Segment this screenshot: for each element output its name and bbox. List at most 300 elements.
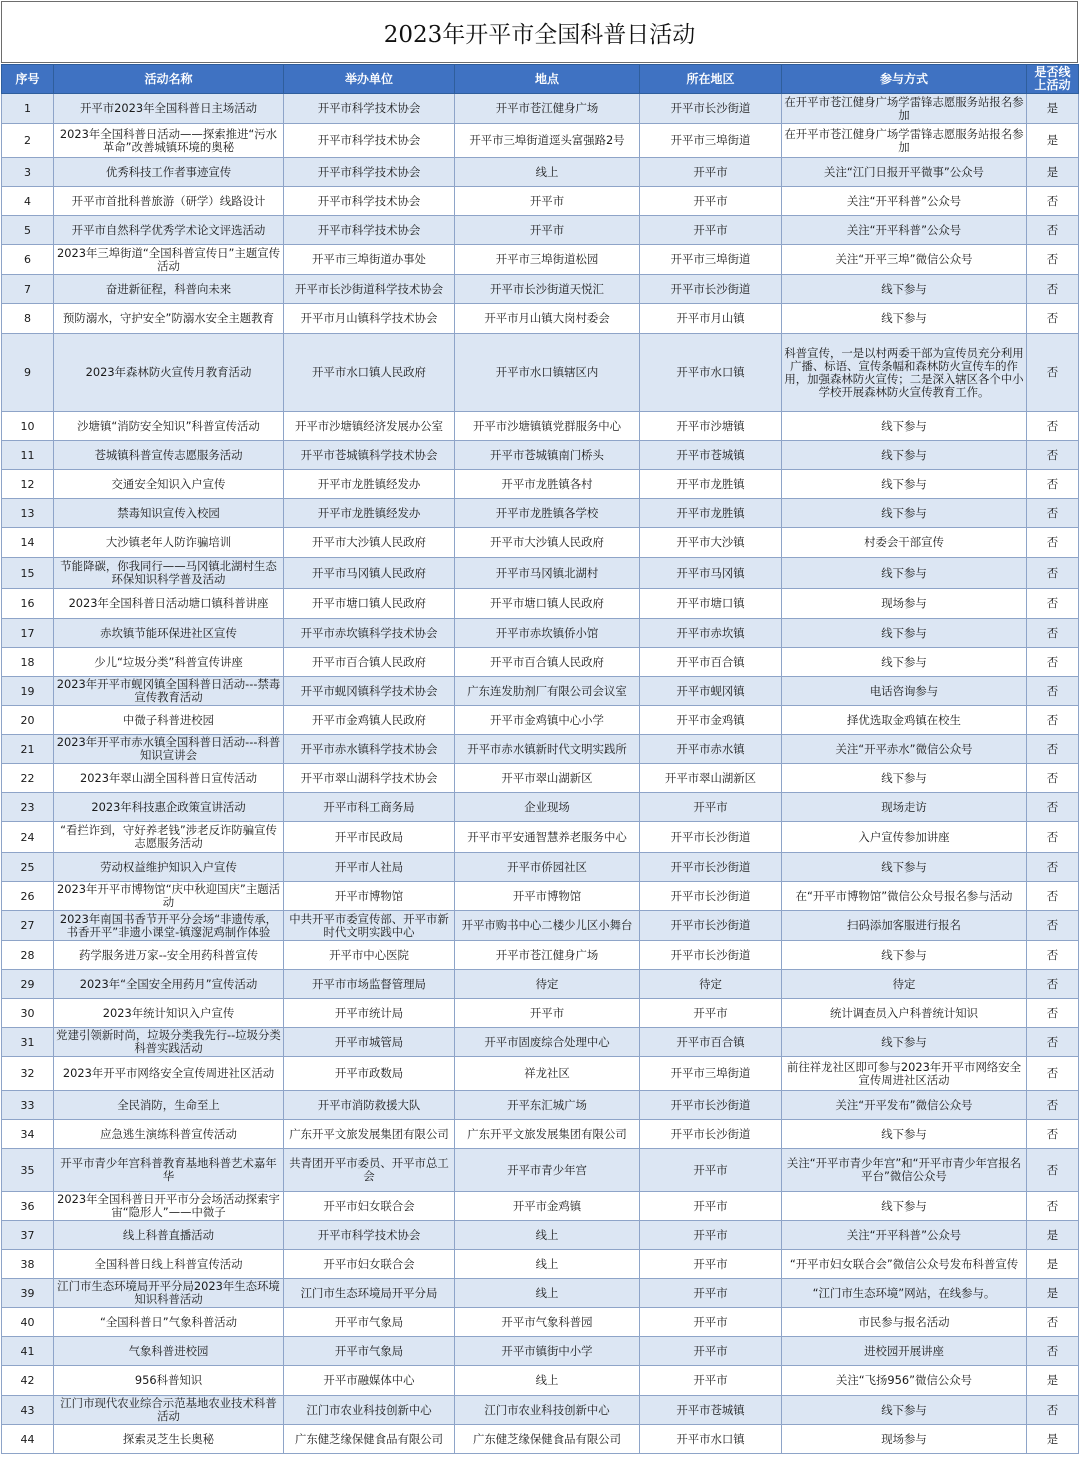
cell-organizer: 开平市科学技术协会: [284, 124, 455, 158]
cell-location: 开平市青少年宫: [455, 1149, 640, 1192]
cell-index: 19: [2, 677, 54, 706]
cell-activity-name: 禁毒知识宣传入校园: [54, 499, 284, 528]
cell-activity-name: 2023年全国科普日开平市分会场活动探索宇宙“隐形人”——中微子: [54, 1192, 284, 1221]
cell-activity-name: 2023年三埠街道“全国科普宣传日”主题宣传活动: [54, 245, 284, 275]
cell-participation: 电话咨询参与: [782, 677, 1027, 706]
cell-organizer: 开平市消防救援大队: [284, 1091, 455, 1120]
cell-participation: 现场参与: [782, 589, 1027, 619]
cell-district: 开平市月山镇: [640, 304, 782, 334]
cell-location: 开平市三埠街道逕头富强路2号: [455, 124, 640, 158]
cell-index: 4: [2, 187, 54, 216]
cell-location: 开平市购书中心二楼少儿区小舞台: [455, 911, 640, 941]
cell-index: 13: [2, 499, 54, 528]
table-row: [2, 589, 1079, 619]
cell-participation: 线下参与: [782, 1192, 1027, 1221]
cell-organizer: 开平市科学技术协会: [284, 94, 455, 124]
cell-index: 37: [2, 1221, 54, 1250]
table-row: [2, 1337, 1079, 1366]
cell-district: 开平市: [640, 1192, 782, 1221]
cell-organizer: 开平市科学技术协会: [284, 158, 455, 187]
cell-district: 开平市三埠街道: [640, 124, 782, 158]
cell-participation: 关注“开平科普”公众号: [782, 216, 1027, 245]
cell-online: 否: [1027, 648, 1079, 677]
cell-index: 28: [2, 941, 54, 970]
cell-index: 9: [2, 334, 54, 412]
cell-online: 否: [1027, 1192, 1079, 1221]
column-header-district: 所在地区: [640, 65, 782, 94]
table-row: [2, 275, 1079, 304]
cell-organizer: 开平市科学技术协会: [284, 216, 455, 245]
cell-index: 26: [2, 882, 54, 911]
cell-participation: “开平市妇女联合会”微信公众号发布科普宣传: [782, 1250, 1027, 1279]
cell-location: 开平市苍江健身广场: [455, 941, 640, 970]
table-row: [2, 1396, 1079, 1425]
cell-district: 开平市水口镇: [640, 1425, 782, 1454]
table-row: [2, 793, 1079, 822]
table-row: [2, 1279, 1079, 1308]
table-row: [2, 970, 1079, 999]
cell-online: 否: [1027, 216, 1079, 245]
cell-organizer: 开平市水口镇人民政府: [284, 334, 455, 412]
cell-participation: 关注“开平科普”公众号: [782, 1221, 1027, 1250]
cell-organizer: 开平市妇女联合会: [284, 1250, 455, 1279]
cell-online: 是: [1027, 1366, 1079, 1396]
cell-online: 否: [1027, 882, 1079, 911]
table-row: [2, 648, 1079, 677]
cell-district: 开平市沙塘镇: [640, 412, 782, 441]
table-row: [2, 1120, 1079, 1149]
cell-online: 否: [1027, 822, 1079, 853]
cell-index: 32: [2, 1057, 54, 1091]
cell-participation: 线下参与: [782, 275, 1027, 304]
table-row: [2, 187, 1079, 216]
cell-online: 是: [1027, 1279, 1079, 1308]
cell-location: 开平市固废综合处理中心: [455, 1028, 640, 1057]
cell-online: 否: [1027, 793, 1079, 822]
cell-location: 江门市农业科技创新中心: [455, 1396, 640, 1425]
cell-organizer: 开平市气象局: [284, 1337, 455, 1366]
cell-index: 20: [2, 706, 54, 735]
cell-location: 开平市马冈镇北湖村: [455, 558, 640, 589]
cell-organizer: 广东开平文旅发展集团有限公司: [284, 1120, 455, 1149]
cell-activity-name: 2023年统计知识入户宣传: [54, 999, 284, 1028]
cell-district: 开平市: [640, 1308, 782, 1337]
cell-index: 14: [2, 528, 54, 558]
cell-organizer: 开平市民政局: [284, 822, 455, 853]
cell-participation: 线下参与: [782, 412, 1027, 441]
cell-online: 否: [1027, 499, 1079, 528]
cell-participation: 市民参与报名活动: [782, 1308, 1027, 1337]
cell-participation: 进校园开展讲座: [782, 1337, 1027, 1366]
cell-activity-name: 党建引领新时尚，垃圾分类我先行--垃圾分类科普实践活动: [54, 1028, 284, 1057]
cell-organizer: 开平市赤水镇科学技术协会: [284, 735, 455, 764]
cell-organizer: 开平市月山镇科学技术协会: [284, 304, 455, 334]
cell-organizer: 开平市长沙街道科学技术协会: [284, 275, 455, 304]
table-row: [2, 999, 1079, 1028]
cell-participation: 线下参与: [782, 764, 1027, 793]
cell-location: 开平市博物馆: [455, 882, 640, 911]
cell-index: 35: [2, 1149, 54, 1192]
cell-activity-name: 少儿“垃圾分类”科普宣传讲座: [54, 648, 284, 677]
cell-index: 21: [2, 735, 54, 764]
cell-location: 开平市塘口镇人民政府: [455, 589, 640, 619]
cell-district: 开平市翠山湖新区: [640, 764, 782, 793]
table-row: [2, 558, 1079, 589]
table-row: [2, 1192, 1079, 1221]
table-header-row: [2, 65, 1079, 94]
cell-participation: 线下参与: [782, 1120, 1027, 1149]
cell-organizer: 开平市中心医院: [284, 941, 455, 970]
cell-index: 42: [2, 1366, 54, 1396]
cell-participation: 关注“开平市青少年宫”和“开平市青少年宫报名平台”微信公众号: [782, 1149, 1027, 1192]
cell-district: 开平市长沙街道: [640, 1091, 782, 1120]
cell-activity-name: 交通安全知识入户宣传: [54, 470, 284, 499]
cell-online: 否: [1027, 304, 1079, 334]
cell-district: 开平市赤水镇: [640, 735, 782, 764]
cell-online: 是: [1027, 158, 1079, 187]
table-row: [2, 706, 1079, 735]
cell-index: 12: [2, 470, 54, 499]
cell-district: 开平市: [640, 1337, 782, 1366]
cell-index: 36: [2, 1192, 54, 1221]
cell-district: 开平市塘口镇: [640, 589, 782, 619]
cell-index: 38: [2, 1250, 54, 1279]
cell-organizer: 开平市龙胜镇经发办: [284, 499, 455, 528]
cell-participation: 待定: [782, 970, 1027, 999]
table-row: [2, 441, 1079, 470]
cell-organizer: 开平市龙胜镇经发办: [284, 470, 455, 499]
cell-online: 否: [1027, 911, 1079, 941]
column-header-online: 是否线上活动: [1027, 65, 1079, 94]
cell-online: 否: [1027, 764, 1079, 793]
cell-index: 33: [2, 1091, 54, 1120]
cell-online: 否: [1027, 1057, 1079, 1091]
cell-location: 开平市: [455, 999, 640, 1028]
cell-location: 线上: [455, 1221, 640, 1250]
cell-participation: 现场参与: [782, 1425, 1027, 1454]
cell-online: 是: [1027, 1425, 1079, 1454]
cell-online: 否: [1027, 706, 1079, 735]
cell-participation: 前往祥龙社区即可参与2023年开平市网络安全宣传周进社区活动: [782, 1057, 1027, 1091]
cell-activity-name: 赤坎镇节能环保进社区宣传: [54, 619, 284, 648]
cell-index: 29: [2, 970, 54, 999]
cell-organizer: 开平市统计局: [284, 999, 455, 1028]
cell-online: 否: [1027, 558, 1079, 589]
cell-district: 开平市长沙街道: [640, 822, 782, 853]
cell-organizer: 开平市金鸡镇人民政府: [284, 706, 455, 735]
cell-location: 开平市长沙街道天悦汇: [455, 275, 640, 304]
cell-participation: 线下参与: [782, 1396, 1027, 1425]
cell-index: 5: [2, 216, 54, 245]
cell-activity-name: 2023年开平市博物馆“庆中秋迎国庆”主题活动: [54, 882, 284, 911]
cell-index: 43: [2, 1396, 54, 1425]
cell-activity-name: 气象科普进校园: [54, 1337, 284, 1366]
cell-activity-name: 2023年“全国安全用药月”宣传活动: [54, 970, 284, 999]
cell-index: 22: [2, 764, 54, 793]
cell-location: 线上: [455, 1366, 640, 1396]
cell-organizer: 开平市融媒体中心: [284, 1366, 455, 1396]
cell-online: 否: [1027, 441, 1079, 470]
cell-activity-name: 2023年开平市网络安全宣传周进社区活动: [54, 1057, 284, 1091]
cell-participation: 线下参与: [782, 558, 1027, 589]
cell-participation: 在开平市苍江健身广场学雷锋志愿服务站报名参加: [782, 124, 1027, 158]
cell-participation: 扫码添加客服进行报名: [782, 911, 1027, 941]
cell-district: 开平市水口镇: [640, 334, 782, 412]
column-header-organizer: 举办单位: [284, 65, 455, 94]
cell-district: 开平市三埠街道: [640, 1057, 782, 1091]
cell-activity-name: 开平市自然科学优秀学术论文评选活动: [54, 216, 284, 245]
cell-location: 开平市大沙镇人民政府: [455, 528, 640, 558]
cell-location: 开平市苍江健身广场: [455, 94, 640, 124]
cell-online: 否: [1027, 1308, 1079, 1337]
cell-district: 开平市赤坎镇: [640, 619, 782, 648]
column-header-index: 序号: [2, 65, 54, 94]
cell-activity-name: 中微子科普进校园: [54, 706, 284, 735]
table-row: [2, 1366, 1079, 1396]
cell-location: 开平市赤水镇新时代文明实践所: [455, 735, 640, 764]
cell-activity-name: 开平市2023年全国科普日主场活动: [54, 94, 284, 124]
cell-location: 开平市: [455, 216, 640, 245]
cell-participation: 线下参与: [782, 1028, 1027, 1057]
table-row: [2, 1057, 1079, 1091]
cell-index: 27: [2, 911, 54, 941]
cell-location: 开平市沙塘镇镇党群服务中心: [455, 412, 640, 441]
cell-activity-name: 应急逃生演练科普宣传活动: [54, 1120, 284, 1149]
cell-district: 开平市金鸡镇: [640, 706, 782, 735]
cell-online: 否: [1027, 1149, 1079, 1192]
cell-activity-name: 956科普知识: [54, 1366, 284, 1396]
cell-participation: 关注“开平三埠”微信公众号: [782, 245, 1027, 275]
cell-location: 开平东汇城广场: [455, 1091, 640, 1120]
cell-participation: 线下参与: [782, 304, 1027, 334]
cell-online: 否: [1027, 970, 1079, 999]
cell-location: 开平市平安通智慧养老服务中心: [455, 822, 640, 853]
table-row: [2, 216, 1079, 245]
table-row: [2, 124, 1079, 158]
table-row: [2, 499, 1079, 528]
cell-activity-name: 开平市青少年宫科普教育基地科普艺术嘉年华: [54, 1149, 284, 1192]
cell-location: 开平市赤坎镇侨小馆: [455, 619, 640, 648]
cell-location: 开平市镇街中小学: [455, 1337, 640, 1366]
cell-location: 线上: [455, 1250, 640, 1279]
table-row: [2, 1221, 1079, 1250]
cell-participation: 在开平市苍江健身广场学雷锋志愿服务站报名参加: [782, 94, 1027, 124]
cell-activity-name: 2023年全国科普日活动——探索推进“污水革命”改善城镇环境的奥秘: [54, 124, 284, 158]
cell-location: 开平市水口镇辖区内: [455, 334, 640, 412]
cell-location: 开平市气象科普园: [455, 1308, 640, 1337]
cell-online: 否: [1027, 677, 1079, 706]
cell-index: 1: [2, 94, 54, 124]
cell-district: 开平市: [640, 1366, 782, 1396]
cell-organizer: 开平市大沙镇人民政府: [284, 528, 455, 558]
cell-organizer: 江门市农业科技创新中心: [284, 1396, 455, 1425]
cell-activity-name: 2023年科技惠企政策宣讲活动: [54, 793, 284, 822]
cell-organizer: 开平市塘口镇人民政府: [284, 589, 455, 619]
cell-index: 8: [2, 304, 54, 334]
cell-district: 开平市百合镇: [640, 1028, 782, 1057]
cell-location: 企业现场: [455, 793, 640, 822]
cell-district: 开平市: [640, 1221, 782, 1250]
cell-participation: 线下参与: [782, 499, 1027, 528]
cell-district: 开平市蚬冈镇: [640, 677, 782, 706]
cell-location: 广东开平文旅发展集团有限公司: [455, 1120, 640, 1149]
cell-participation: 线下参与: [782, 619, 1027, 648]
table-row: [2, 1091, 1079, 1120]
cell-district: 开平市长沙街道: [640, 911, 782, 941]
cell-organizer: 开平市市场监督管理局: [284, 970, 455, 999]
cell-district: 开平市: [640, 158, 782, 187]
cell-district: 开平市长沙街道: [640, 882, 782, 911]
cell-activity-name: “看拦诈到，守好养老钱”涉老反诈防骗宣传志愿服务活动: [54, 822, 284, 853]
cell-organizer: 开平市科学技术协会: [284, 1221, 455, 1250]
cell-index: 41: [2, 1337, 54, 1366]
cell-district: 开平市: [640, 1250, 782, 1279]
cell-index: 16: [2, 589, 54, 619]
cell-location: 广东连发肋剂厂有限公司会议室: [455, 677, 640, 706]
cell-participation: 统计调查员入户科普统计知识: [782, 999, 1027, 1028]
cell-online: 是: [1027, 94, 1079, 124]
table-body: [2, 94, 1079, 1454]
cell-organizer: 开平市沙塘镇经济发展办公室: [284, 412, 455, 441]
table-row: [2, 528, 1079, 558]
cell-activity-name: 2023年南国书香节开平分会场“非遗传承，书香开平”非遗小课堂-镇邃泥鸡制作体验: [54, 911, 284, 941]
cell-participation: 关注“开平赤水”微信公众号: [782, 735, 1027, 764]
cell-location: 开平市月山镇大岗村委会: [455, 304, 640, 334]
cell-online: 否: [1027, 275, 1079, 304]
table-row: [2, 1250, 1079, 1279]
cell-location: 线上: [455, 1279, 640, 1308]
cell-activity-name: 大沙镇老年人防诈骗培训: [54, 528, 284, 558]
column-header-location: 地点: [455, 65, 640, 94]
cell-district: 开平市龙胜镇: [640, 470, 782, 499]
cell-location: 开平市三埠街道松园: [455, 245, 640, 275]
column-header-participation: 参与方式: [782, 65, 1027, 94]
cell-location: 开平市百合镇人民政府: [455, 648, 640, 677]
cell-location: 祥龙社区: [455, 1057, 640, 1091]
table-row: [2, 677, 1079, 706]
cell-activity-name: 苍城镇科普宣传志愿服务活动: [54, 441, 284, 470]
cell-organizer: 开平市马冈镇人民政府: [284, 558, 455, 589]
cell-participation: 关注“江门日报开平微事”公众号: [782, 158, 1027, 187]
cell-activity-name: 开平市首批科普旅游（研学）线路设计: [54, 187, 284, 216]
cell-participation: 线下参与: [782, 648, 1027, 677]
cell-district: 开平市: [640, 999, 782, 1028]
cell-online: 否: [1027, 853, 1079, 882]
cell-location: 开平市龙胜镇各村: [455, 470, 640, 499]
cell-district: 开平市长沙街道: [640, 853, 782, 882]
table-row: [2, 412, 1079, 441]
cell-organizer: 开平市妇女联合会: [284, 1192, 455, 1221]
cell-organizer: 开平市气象局: [284, 1308, 455, 1337]
cell-activity-name: 全民消防，生命至上: [54, 1091, 284, 1120]
cell-location: 开平市侨园社区: [455, 853, 640, 882]
cell-organizer: 开平市人社局: [284, 853, 455, 882]
cell-activity-name: 2023年开平市蚬冈镇全国科普日活动---禁毒宣传教育活动: [54, 677, 284, 706]
cell-district: 开平市马冈镇: [640, 558, 782, 589]
cell-district: 开平市三埠街道: [640, 245, 782, 275]
cell-participation: 关注“飞扬956”微信公众号: [782, 1366, 1027, 1396]
cell-online: 否: [1027, 619, 1079, 648]
cell-organizer: 开平市百合镇人民政府: [284, 648, 455, 677]
column-header-activity-name: 活动名称: [54, 65, 284, 94]
cell-district: 开平市长沙街道: [640, 1120, 782, 1149]
cell-online: 否: [1027, 470, 1079, 499]
cell-participation: 线下参与: [782, 441, 1027, 470]
cell-activity-name: 药学服务进万家--安全用药科普宣传: [54, 941, 284, 970]
cell-participation: 科普宣传，一是以村两委干部为宣传员充分利用广播、标语、宣传条幅和森林防火宣传车的作用，加强森林防火宣传；二是深入辖区各个中小学校开展森林防火宣传教育工作。: [782, 334, 1027, 412]
cell-organizer: 开平市博物馆: [284, 882, 455, 911]
cell-organizer: 开平市赤坎镇科学技术协会: [284, 619, 455, 648]
cell-online: 是: [1027, 124, 1079, 158]
cell-district: 开平市大沙镇: [640, 528, 782, 558]
table-row: [2, 1425, 1079, 1454]
table-row: [2, 304, 1079, 334]
table-row: [2, 94, 1079, 124]
table-row: [2, 1149, 1079, 1192]
cell-organizer: 江门市生态环境局开平分局: [284, 1279, 455, 1308]
cell-district: 开平市长沙街道: [640, 941, 782, 970]
cell-district: 开平市: [640, 793, 782, 822]
cell-online: 是: [1027, 1221, 1079, 1250]
table-row: [2, 764, 1079, 793]
table-row: [2, 911, 1079, 941]
cell-index: 7: [2, 275, 54, 304]
cell-district: 开平市长沙街道: [640, 275, 782, 304]
cell-participation: 现场走访: [782, 793, 1027, 822]
cell-index: 24: [2, 822, 54, 853]
cell-district: 开平市: [640, 187, 782, 216]
cell-online: 否: [1027, 589, 1079, 619]
cell-participation: 择优选取金鸡镇在校生: [782, 706, 1027, 735]
cell-activity-name: 2023年翠山湖全国科普日宣传活动: [54, 764, 284, 793]
table-row: [2, 334, 1079, 412]
cell-index: 11: [2, 441, 54, 470]
cell-location: 线上: [455, 158, 640, 187]
cell-activity-name: 全国科普日线上科普宣传活动: [54, 1250, 284, 1279]
cell-index: 31: [2, 1028, 54, 1057]
cell-organizer: 开平市翠山湖科学技术协会: [284, 764, 455, 793]
cell-activity-name: 2023年全国科普日活动塘口镇科普讲座: [54, 589, 284, 619]
cell-index: 15: [2, 558, 54, 589]
cell-activity-name: 2023年开平市赤水镇全国科普日活动---科普知识宣讲会: [54, 735, 284, 764]
cell-online: 否: [1027, 528, 1079, 558]
cell-location: 广东健芝缘保健食品有限公司: [455, 1425, 640, 1454]
cell-district: 开平市苍城镇: [640, 441, 782, 470]
cell-participation: 关注“开平发布”微信公众号: [782, 1091, 1027, 1120]
cell-online: 否: [1027, 1028, 1079, 1057]
cell-organizer: 开平市三埠街道办事处: [284, 245, 455, 275]
cell-district: 开平市苍城镇: [640, 1396, 782, 1425]
cell-location: 开平市龙胜镇各学校: [455, 499, 640, 528]
cell-organizer: 开平市政数局: [284, 1057, 455, 1091]
activity-table: [1, 64, 1079, 1454]
cell-index: 30: [2, 999, 54, 1028]
cell-online: 是: [1027, 1250, 1079, 1279]
cell-online: 否: [1027, 334, 1079, 412]
cell-activity-name: 优秀科技工作者事迹宣传: [54, 158, 284, 187]
cell-online: 否: [1027, 941, 1079, 970]
table-row: [2, 158, 1079, 187]
table-row: [2, 470, 1079, 499]
cell-district: 待定: [640, 970, 782, 999]
sheet-title: 2023年开平市全国科普日活动: [1, 1, 1078, 63]
table-row: [2, 1308, 1079, 1337]
cell-index: 40: [2, 1308, 54, 1337]
cell-activity-name: 探索灵芝生长奥秘: [54, 1425, 284, 1454]
cell-district: 开平市: [640, 216, 782, 245]
cell-district: 开平市: [640, 1149, 782, 1192]
cell-index: 17: [2, 619, 54, 648]
